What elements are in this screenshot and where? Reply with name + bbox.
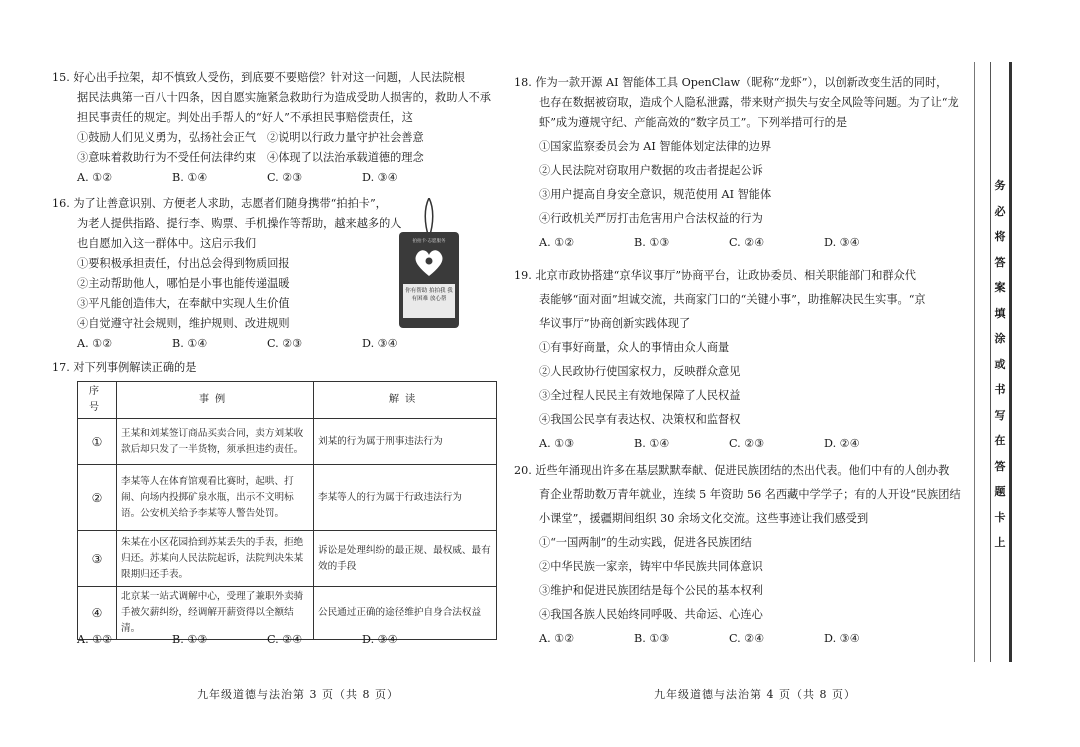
- q19-item: ①有事好商量，众人的事情由众人商量: [539, 341, 730, 354]
- table-row: [78, 419, 497, 465]
- q16-item: ①要积极承担责任，付出总会得到物质回报: [77, 257, 290, 270]
- q16-item: ③平凡能创造伟大，在奉献中实现人生价值: [77, 297, 290, 310]
- card-label: 你有帮助 拍拍我 我有困难 放心帮: [403, 284, 455, 318]
- q20-option-a[interactable]: A. ①②: [539, 632, 575, 645]
- q19-line: 华议事厅”协商创新实践体现了: [539, 317, 691, 330]
- q18-item: ③用户提高自身安全意识，规范使用 AI 智能体: [539, 188, 772, 201]
- row-no: ①: [78, 419, 117, 465]
- row-case: 王某和刘某签订商品买卖合同，卖方刘某收款后却只发了一半货物，须承担违约责任。: [117, 419, 314, 465]
- sidebar-char: 涂: [994, 332, 1006, 345]
- q19-line: 19. 北京市政协搭建“京华议事厅”协商平台，让政协委员、相关职能部门和群众代: [514, 269, 916, 282]
- q15-item: ④体现了以法治承载道德的理念: [267, 151, 424, 164]
- question-19: [514, 266, 926, 454]
- page-footer-right: 九年级道德与法治第 4 页（共 8 页）: [654, 688, 856, 701]
- col-header-reading: 解读: [314, 382, 497, 419]
- table-header-row: [78, 382, 497, 419]
- sidebar-char: 答: [994, 459, 1006, 473]
- q18-option-d[interactable]: D. ③④: [824, 236, 860, 249]
- sidebar-char: 上: [994, 536, 1006, 549]
- row-case: 北京某一站式调解中心，受理了兼职外卖骑手被欠薪纠纷，经调解开薪资得以全额结清。: [117, 587, 314, 640]
- q16-line: 为老人提供指路、提行李、购票、手机操作等帮助，越来越多的人: [77, 217, 402, 230]
- table-row: [78, 531, 497, 587]
- q16-option-b[interactable]: B. ①④: [172, 337, 208, 350]
- row-reading: 诉讼是处理纠纷的最正规、最权威、最有效的手段: [314, 531, 497, 587]
- q18-item: ①国家监察委员会为 AI 智能体划定法律的边界: [539, 140, 772, 153]
- col-header-no: 序号: [78, 382, 117, 419]
- q19-option-b[interactable]: B. ①④: [634, 437, 670, 450]
- q17-stem: 17. 对下列事例解读正确的是: [52, 361, 197, 374]
- q15-line: 担民事责任的规定。判处出手帮人的“好人”不承担民事赔偿责任，这: [77, 111, 413, 124]
- row-case: 朱某在小区花园拾到苏某丢失的手表，拒绝归还。苏某向人民法院起诉，法院判决朱某限期归还手表。: [117, 531, 314, 587]
- question-17-stem: [52, 358, 196, 378]
- row-no: ②: [78, 465, 117, 531]
- row-reading: 公民通过正确的途径维护自身合法权益: [314, 587, 497, 640]
- q20-item: ①“一国两制”的生动实践，促进各民族团结: [539, 536, 752, 549]
- q19-line: 表能够“面对面”坦诚交流，共商家门口的“关键小事”，助推解决民生实事。“京: [539, 293, 926, 306]
- q19-option-c[interactable]: C. ②③: [729, 437, 765, 450]
- question-20: [514, 461, 961, 649]
- sidebar-char: 将: [994, 230, 1006, 243]
- heart-icon: [413, 248, 445, 278]
- q20-line: 小课堂”，援疆期间组织 30 余场文化交流。这些事迹让我们感受到: [539, 512, 869, 525]
- question-15: [52, 68, 491, 188]
- q15-option-c[interactable]: C. ②③: [267, 171, 303, 184]
- row-case: 李某等人在体育馆观看比赛时，起哄、打闹、向场内投掷矿泉水瓶，出示不文明标语。公安机关给予李某等人警告处罚。: [117, 465, 314, 531]
- row-no: ④: [78, 587, 117, 640]
- q20-option-d[interactable]: D. ③④: [824, 632, 860, 645]
- volunteer-card-image: [399, 232, 459, 328]
- case-table: [77, 381, 497, 640]
- q16-option-d[interactable]: D. ③④: [362, 337, 398, 350]
- q17-option-c[interactable]: C. ②④: [267, 633, 303, 646]
- table-row: [78, 465, 497, 531]
- question-17-options: [52, 630, 457, 650]
- q20-options: [514, 629, 961, 649]
- q15-item: ②说明以行政力量守护社会善意: [267, 131, 424, 144]
- q15-options: [52, 168, 491, 188]
- q20-item: ②中华民族一家亲，铸牢中华民族共同体意识: [539, 560, 763, 573]
- q15-line: 据民法典第一百八十四条，因自愿实施紧急救助行为造成受助人损害的，救助人不承: [77, 91, 491, 104]
- q15-option-b[interactable]: B. ①④: [172, 171, 208, 184]
- col-header-case: 事例: [117, 382, 314, 419]
- q16-item: ②主动帮助他人，哪怕是小事也能传递温暖: [77, 277, 290, 290]
- q20-option-b[interactable]: B. ①③: [634, 632, 670, 645]
- q19-option-d[interactable]: D. ②④: [824, 437, 860, 450]
- question-18: [514, 73, 959, 253]
- answer-sheet-sidebar: [990, 62, 1012, 662]
- q18-item: ②人民法院对窃取用户数据的攻击者提起公诉: [539, 164, 763, 177]
- q16-line: 也自愿加入这一群体中。这启示我们: [77, 237, 257, 250]
- sidebar-char: 或: [994, 357, 1006, 371]
- sidebar-notice: [991, 177, 1009, 560]
- q16-options: [52, 334, 457, 354]
- q18-item: ④行政机关严厉打击危害用户合法权益的行为: [539, 212, 763, 225]
- q15-item: ①鼓励人们见义勇为，弘扬社会正气: [77, 131, 257, 144]
- card-top-text: 拍拍卡·志愿服务: [412, 239, 446, 244]
- sidebar-char: 必: [994, 204, 1006, 218]
- q15-item: ③意味着救助行为不受任何法律约束: [77, 151, 257, 164]
- q16-line: 16. 为了让善意识别、方便老人求助，志愿者们随身携带“拍拍卡”，: [52, 197, 387, 210]
- q15-line: 15. 好心出手拉架，却不慎致人受伤，到底要不要赔偿？针对这一问题，人民法院根: [52, 71, 465, 84]
- row-reading: 李某等人的行为属于行政违法行为: [314, 465, 497, 531]
- sidebar-char: 务: [994, 179, 1006, 192]
- q18-options: [514, 233, 959, 253]
- sidebar-char: 写: [994, 408, 1006, 422]
- q16-option-c[interactable]: C. ②③: [267, 337, 303, 350]
- q16-option-a[interactable]: A. ①②: [77, 337, 113, 350]
- q20-option-c[interactable]: C. ②④: [729, 632, 765, 645]
- binding-divider: [974, 62, 975, 662]
- q18-option-b[interactable]: B. ①③: [634, 236, 670, 249]
- sidebar-char: 答: [994, 255, 1006, 269]
- sidebar-char: 书: [994, 383, 1006, 396]
- question-16: [52, 194, 457, 354]
- sidebar-char: 卡: [994, 510, 1006, 524]
- q19-item: ②人民政协行使国家权力，反映群众意见: [539, 365, 741, 378]
- sidebar-char: 在: [994, 434, 1006, 447]
- q15-option-a[interactable]: A. ①②: [77, 171, 113, 184]
- row-reading: 刘某的行为属于刑事违法行为: [314, 419, 497, 465]
- q20-item: ④我国各族人民始终同呼吸、共命运、心连心: [539, 608, 763, 621]
- q18-option-c[interactable]: C. ②④: [729, 236, 765, 249]
- q18-option-a[interactable]: A. ①②: [539, 236, 575, 249]
- q17-option-a[interactable]: A. ①②: [77, 633, 113, 646]
- q16-item: ④自觉遵守社会规则，维护规则、改进规则: [77, 317, 290, 330]
- sidebar-char: 案: [994, 281, 1006, 294]
- q18-line: 虾”成为遵规守纪、产能高效的“数字员工”。下列举措可行的是: [539, 116, 848, 129]
- sidebar-char: 题: [994, 485, 1006, 498]
- q19-option-a[interactable]: A. ①③: [539, 437, 575, 450]
- q19-item: ④我国公民享有表达权、决策权和监督权: [539, 413, 741, 426]
- q20-line: 育企业帮助数万青年就业，连续 5 年资助 56 名西藏中学学子；有的人开设“民族团结: [539, 488, 961, 501]
- q17-option-d[interactable]: D. ③④: [362, 633, 398, 646]
- q19-options: [514, 434, 926, 454]
- q15-option-d[interactable]: D. ③④: [362, 171, 398, 184]
- q17-option-b[interactable]: B. ①③: [172, 633, 208, 646]
- page-footer-left: 九年级道德与法治第 3 页（共 8 页）: [197, 688, 399, 701]
- q20-item: ③维护和促进民族团结是每个公民的基本权利: [539, 584, 763, 597]
- sidebar-char: 填: [994, 306, 1006, 320]
- q20-line: 20. 近些年涌现出许多在基层默默奉献、促进民族团结的杰出代表。他们中有的人创办教: [514, 464, 950, 477]
- q18-line: 18. 作为一款开源 AI 智能体工具 OpenClaw（昵称“龙虾”），以创新改变生活的同时，: [514, 76, 948, 89]
- q19-item: ③全过程人民民主有效地保障了人民权益: [539, 389, 741, 402]
- q18-line: 也存在数据被窃取，造成个人隐私泄露，带来财产损失与安全风险等问题。为了让“龙: [539, 96, 959, 109]
- row-no: ③: [78, 531, 117, 587]
